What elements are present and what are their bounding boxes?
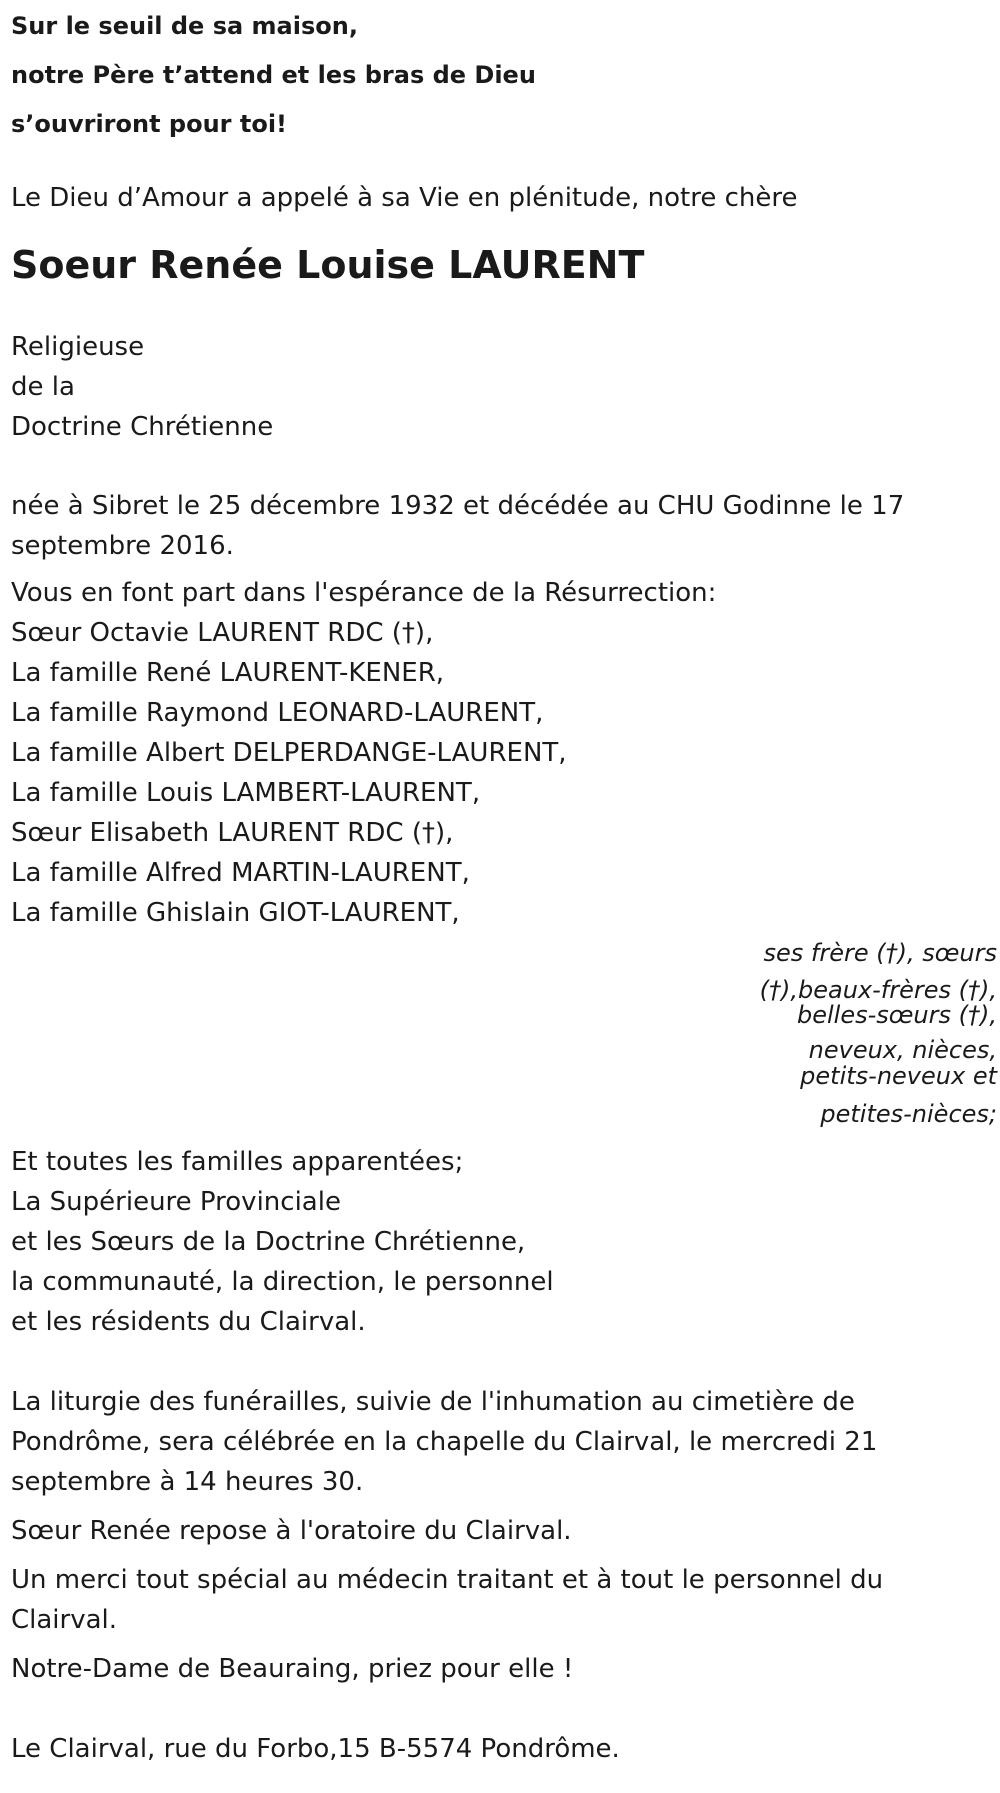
relation-description (11, 935, 997, 1129)
address-text: Le Clairval, rue du Forbo,15 B-5574 Pondrôme. (11, 1734, 620, 1764)
prayer-text: Notre-Dame de Beauraing, priez pour elle ! (11, 1654, 574, 1684)
relative-item: La famille René LAURENT-KENER, (11, 658, 445, 688)
relative-item: La famille Louis LAMBERT-LAURENT, (11, 778, 481, 808)
role-line: de la (11, 372, 75, 402)
relative-item: Sœur Octavie LAURENT RDC (†), (11, 618, 434, 648)
relation-line: (†),beaux-frères (†), (759, 976, 997, 1004)
verse-line: notre Père t’attend et les bras de Dieu (11, 61, 536, 89)
relative-item: La famille Ghislain GIOT-LAURENT, (11, 898, 460, 928)
relation-line: petits-neveux et (800, 1062, 997, 1090)
mourner-line: et les Sœurs de la Doctrine Chrétienne, (11, 1227, 526, 1257)
opening-verse (11, 2, 996, 149)
relatives-list (11, 613, 996, 933)
thanks-text: Un merci tout spécial au médecin traitant et à tout le personnel du Clairval. (11, 1565, 884, 1635)
religious-role (11, 327, 996, 447)
relative-item: La famille Albert DELPERDANGE-LAURENT, (11, 738, 567, 768)
intro-text: Le Dieu d’Amour a appelé à sa Vie en plénitude, notre chère (11, 183, 798, 213)
mourner-line: La Supérieure Provinciale (11, 1187, 341, 1217)
mourner-line: et les résidents du Clairval. (11, 1307, 366, 1337)
mourner-line: la communauté, la direction, le personnel (11, 1267, 554, 1297)
relative-item: La famille Raymond LEONARD-LAURENT, (11, 698, 544, 728)
role-line: Religieuse (11, 332, 145, 362)
funeral-details: La liturgie des funérailles, suivie de l'inhumation au cimetière de Pondrôme, sera célébrée en la chapelle du Clairval, le mercredi 21 septembre à 14 heures 30. (11, 1387, 878, 1497)
repose-text: Sœur Renée repose à l'oratoire du Clairval. (11, 1516, 572, 1546)
announcement-text: Vous en font part dans l'espérance de la Résurrection: (11, 578, 717, 608)
relation-line: neveux, nièces, (808, 1036, 997, 1064)
relation-line: petites-nièces; (820, 1100, 997, 1128)
relative-item: La famille Alfred MARTIN-LAURENT, (11, 858, 470, 888)
deceased-name: Soeur Renée Louise LAURENT (11, 243, 645, 287)
relative-item: Sœur Elisabeth LAURENT RDC (†), (11, 818, 454, 848)
birth-death-text: née à Sibret le 25 décembre 1932 et décédée au CHU Godinne le 17 septembre 2016. (11, 491, 905, 561)
other-mourners (11, 1142, 996, 1342)
relation-line: ses frère (†), sœurs (763, 939, 997, 967)
role-line: Doctrine Chrétienne (11, 412, 274, 442)
obituary-content (11, 0, 996, 1769)
mourner-line: Et toutes les familles apparentées; (11, 1147, 464, 1177)
relation-line: belles-sœurs (†), (796, 1001, 997, 1029)
verse-line: s’ouvriront pour toi! (11, 110, 287, 138)
verse-line: Sur le seuil de sa maison, (11, 12, 358, 40)
